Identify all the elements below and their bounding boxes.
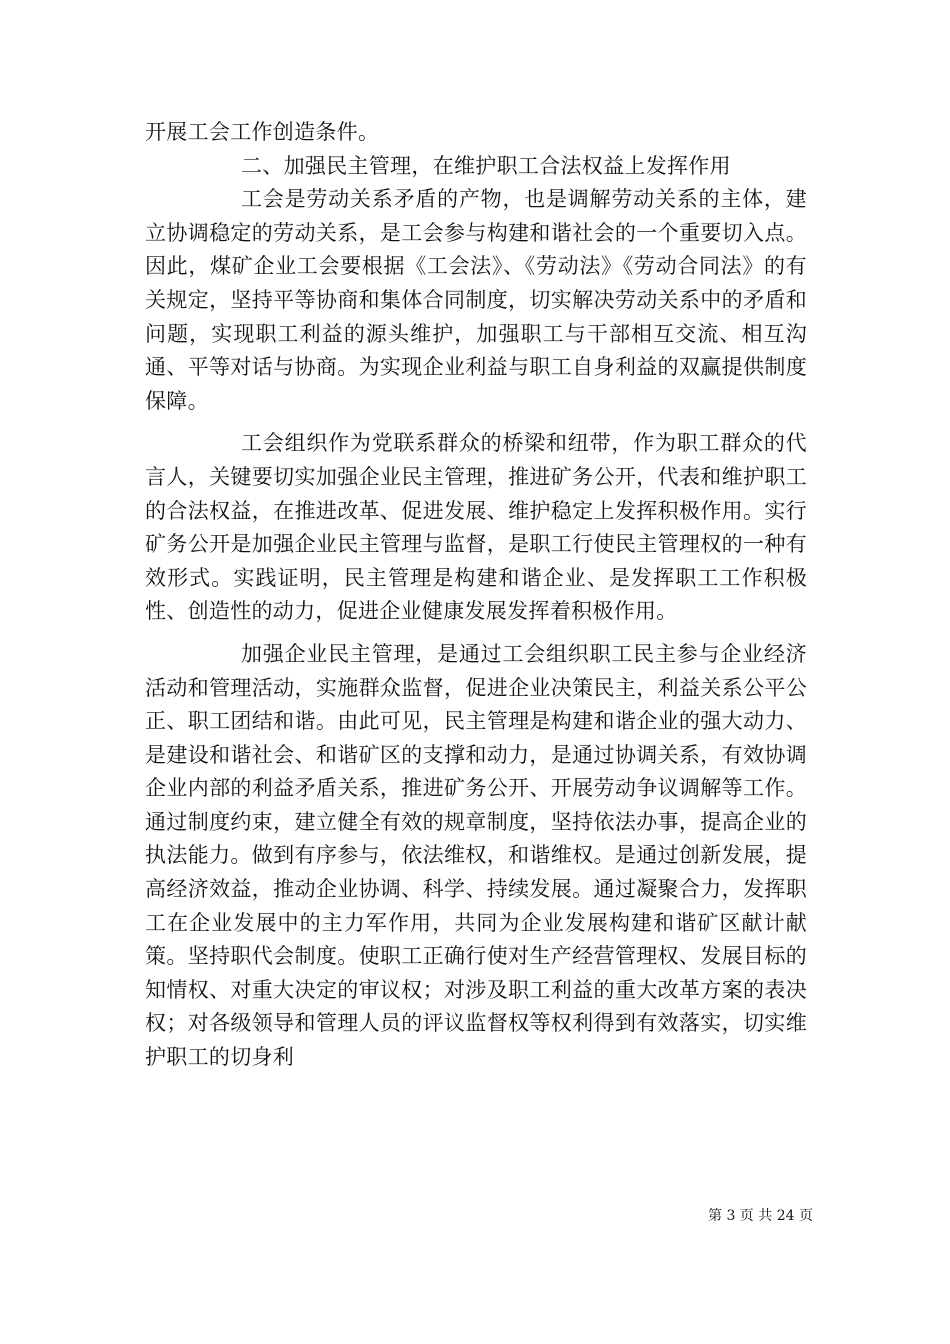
paragraph: 工会组织作为党联系群众的桥梁和纽带，作为职工群众的代言人，关键要切实加强企业民主管理，推进矿务公开，代表和维护职工的合法权益，在推进改革、促进发展、维护稳定上发挥积极作用。实行矿务公开是加强企业民主管理与监督，是职工行使民主管理权的一种有效形式。实践证明，民主管理是构建和谐企业、是发挥职工工作积极性、创造性的动力，促进企业健康发展发挥着积极作用。 [145,431,807,624]
paragraph: 加强企业民主管理，是通过工会组织职工民主参与企业经济活动和管理活动，实施群众监督，促进企业决策民主，利益关系公平公正、职工团结和谐。由此可见，民主管理是构建和谐企业的强大动力、是建设和谐社会、和谐矿区的支撑和动力，是通过协调关系，有效协调企业内部的利益矛盾关系，推进矿务公开、开展劳动争议调解等工作。通过制度约束，建立健全有效的规章制度，坚持依法办事，提高企业的执法能力。做到有序参与，依法维权，和谐维权。是通过创新发展，提高经济效益，推动企业协调、科学、持续发展。通过凝聚合力，发挥职工在企业发展中的主力军作用，共同为企业发展构建和谐矿区献计献策。坚持职代会制度。使职工正确行使对生产经营管理权、发展目标的知情权、对重大决定的审议权；对涉及职工利益的重大改革方案的表决权；对各级领导和管理人员的评议监督权等权利得到有效落实，切实维护职工的切身利 [145,641,807,1070]
paragraph-continuation: 开展工会工作创造条件。 [145,120,380,144]
paragraph: 工会是劳动关系矛盾的产物，也是调解劳动关系的主体，建立协调稳定的劳动关系，是工会参与构建和谐社会的一个重要切入点。因此，煤矿企业工会要根据《工会法》、《劳动法》《劳动合同法》的有关规定，坚持平等协商和集体合同制度，切实解决劳动关系中的矛盾和问题，实现职工利益的源头维护，加强职工与干部相互交流、相互沟通、平等对话与协商。为实现企业利益与职工自身利益的双赢提供制度保障。 [145,187,807,413]
document-body [145,116,807,1075]
page-number-footer: 第 3 页 共 24 页 [708,1208,813,1224]
section-heading: 二、加强民主管理，在维护职工合法权益上发挥作用 [241,153,731,178]
